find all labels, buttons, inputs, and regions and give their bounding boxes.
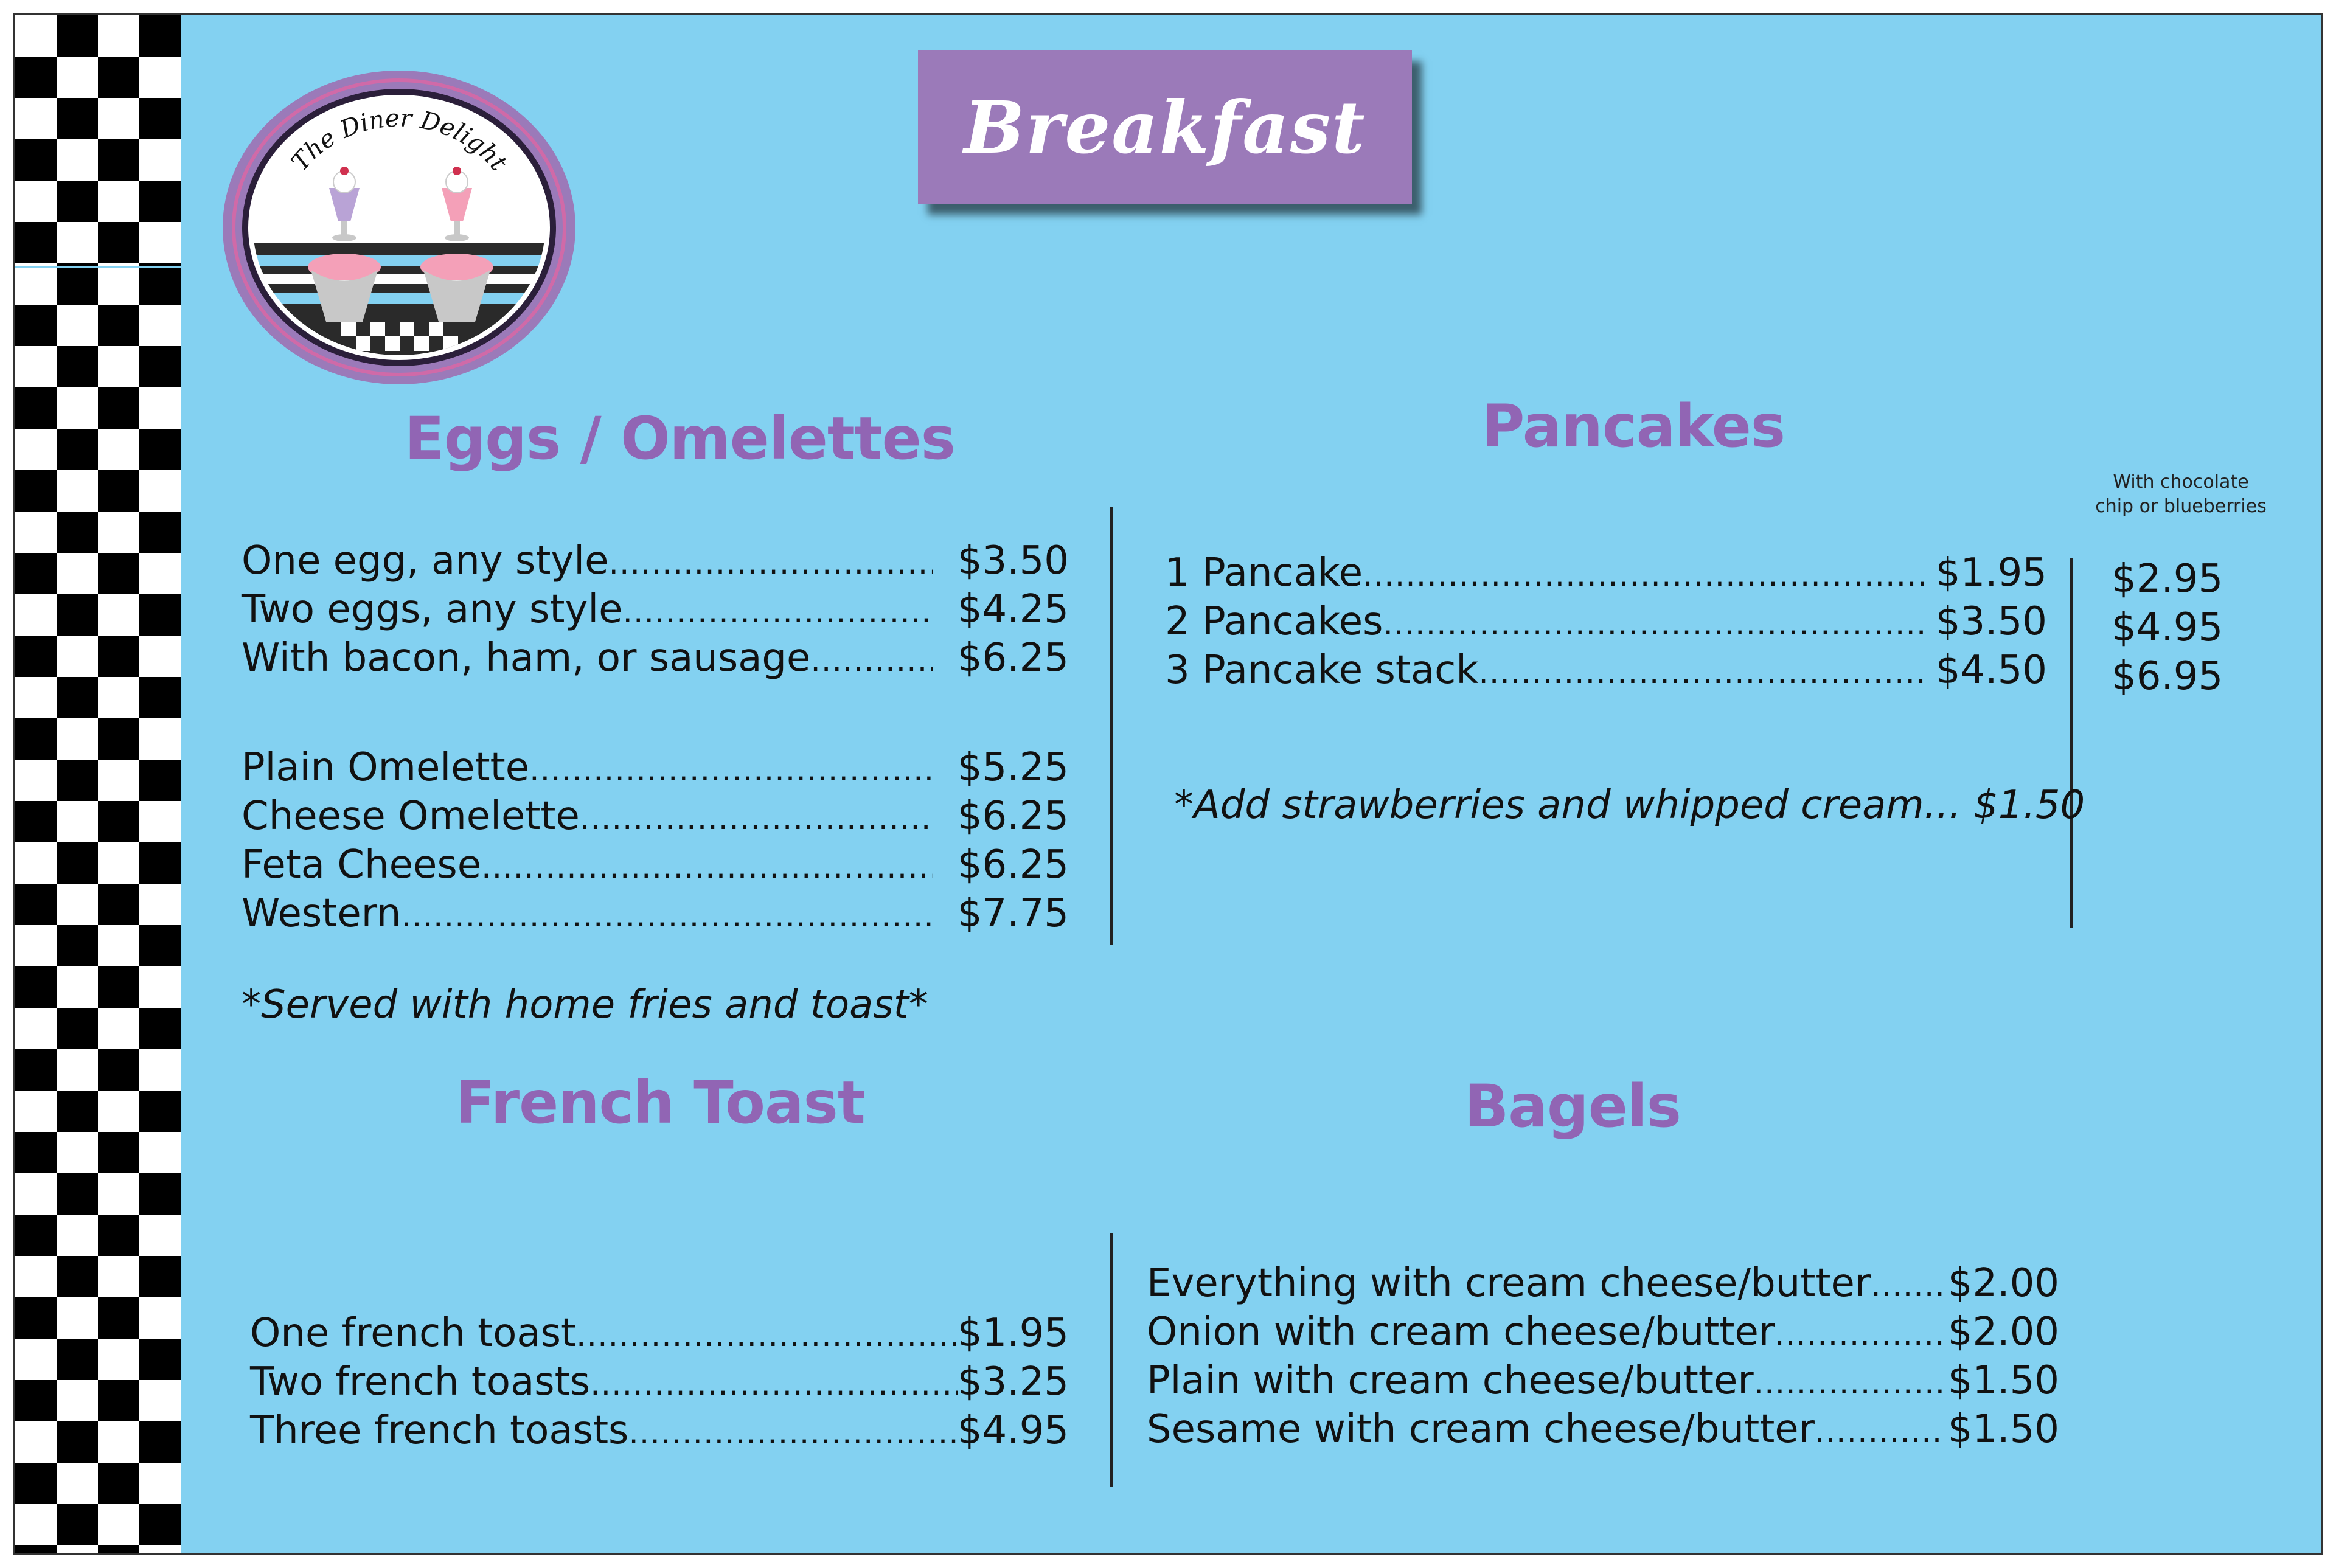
list-item: 1 Pancake ..... $1.95 xyxy=(1165,550,2047,595)
eggs-list xyxy=(242,538,1069,1025)
list-item: 3 Pancake stack ..... $4.50 xyxy=(1165,648,2047,693)
pancakes-extra-header: With chocolate chip or blueberries xyxy=(2095,471,2267,517)
list-item: Everything with cream cheese/butter ..... $2.00 xyxy=(1147,1261,2059,1306)
pancakes-heading: Pancakes xyxy=(1481,392,1785,460)
list-item: One egg, any style ..... $3.50 xyxy=(242,538,1069,583)
pancake-extra-price: $2.95 xyxy=(2112,557,2223,602)
french-toast-heading: French Toast xyxy=(455,1069,865,1137)
bagels-heading: Bagels xyxy=(1464,1072,1681,1140)
list-item: Feta Cheese ..... $6.25 xyxy=(242,842,1069,887)
list-item: Plain Omelette ..... $5.25 xyxy=(242,745,1069,790)
checkerboard-border xyxy=(15,15,181,1553)
title-banner xyxy=(918,50,1412,204)
eggs-note: *Served with home fries and toast* xyxy=(242,982,928,1027)
eggs-heading: Eggs / Omelettes xyxy=(405,404,955,473)
list-item: Onion with cream cheese/butter ..... $2.00 xyxy=(1147,1310,2059,1355)
pancake-extra-price: $6.95 xyxy=(2112,654,2223,699)
page-title: Breakfast xyxy=(964,85,1366,170)
pancakes-list xyxy=(1165,550,2047,733)
divider xyxy=(1110,507,1113,945)
list-item: Two eggs, any style ..... $4.25 xyxy=(242,587,1069,632)
bagels-list xyxy=(1147,1261,2059,1468)
list-item: 2 Pancakes ..... $3.50 xyxy=(1165,599,2047,644)
list-item: One french toast ..... $1.95 xyxy=(250,1311,1069,1356)
checkerboard-gap xyxy=(15,266,181,268)
diner-logo xyxy=(220,66,579,389)
list-item: Cheese Omelette ..... $6.25 xyxy=(242,794,1069,839)
list-item: Two french toasts ..... $3.25 xyxy=(250,1359,1069,1404)
divider xyxy=(2070,558,2073,928)
list-item: Plain with cream cheese/butter ..... $1.50 xyxy=(1147,1358,2059,1403)
list-item: Western ..... $7.75 xyxy=(242,891,1069,936)
list-item: Three french toasts ..... $4.95 xyxy=(250,1408,1069,1453)
list-item: With bacon, ham, or sausage ..... $6.25 xyxy=(242,636,1069,681)
french-toast-list xyxy=(250,1311,1069,1469)
list-item: Sesame with cream cheese/butter ..... $1.50 xyxy=(1147,1407,2059,1452)
pancakes-note: *Add strawberries and whipped cream... $1.50 xyxy=(1174,783,2085,828)
divider xyxy=(1110,1233,1113,1487)
logo-text: The Diner Delight xyxy=(286,104,513,176)
menu-board xyxy=(13,13,2323,1555)
pancake-extra-price: $4.95 xyxy=(2112,605,2223,650)
